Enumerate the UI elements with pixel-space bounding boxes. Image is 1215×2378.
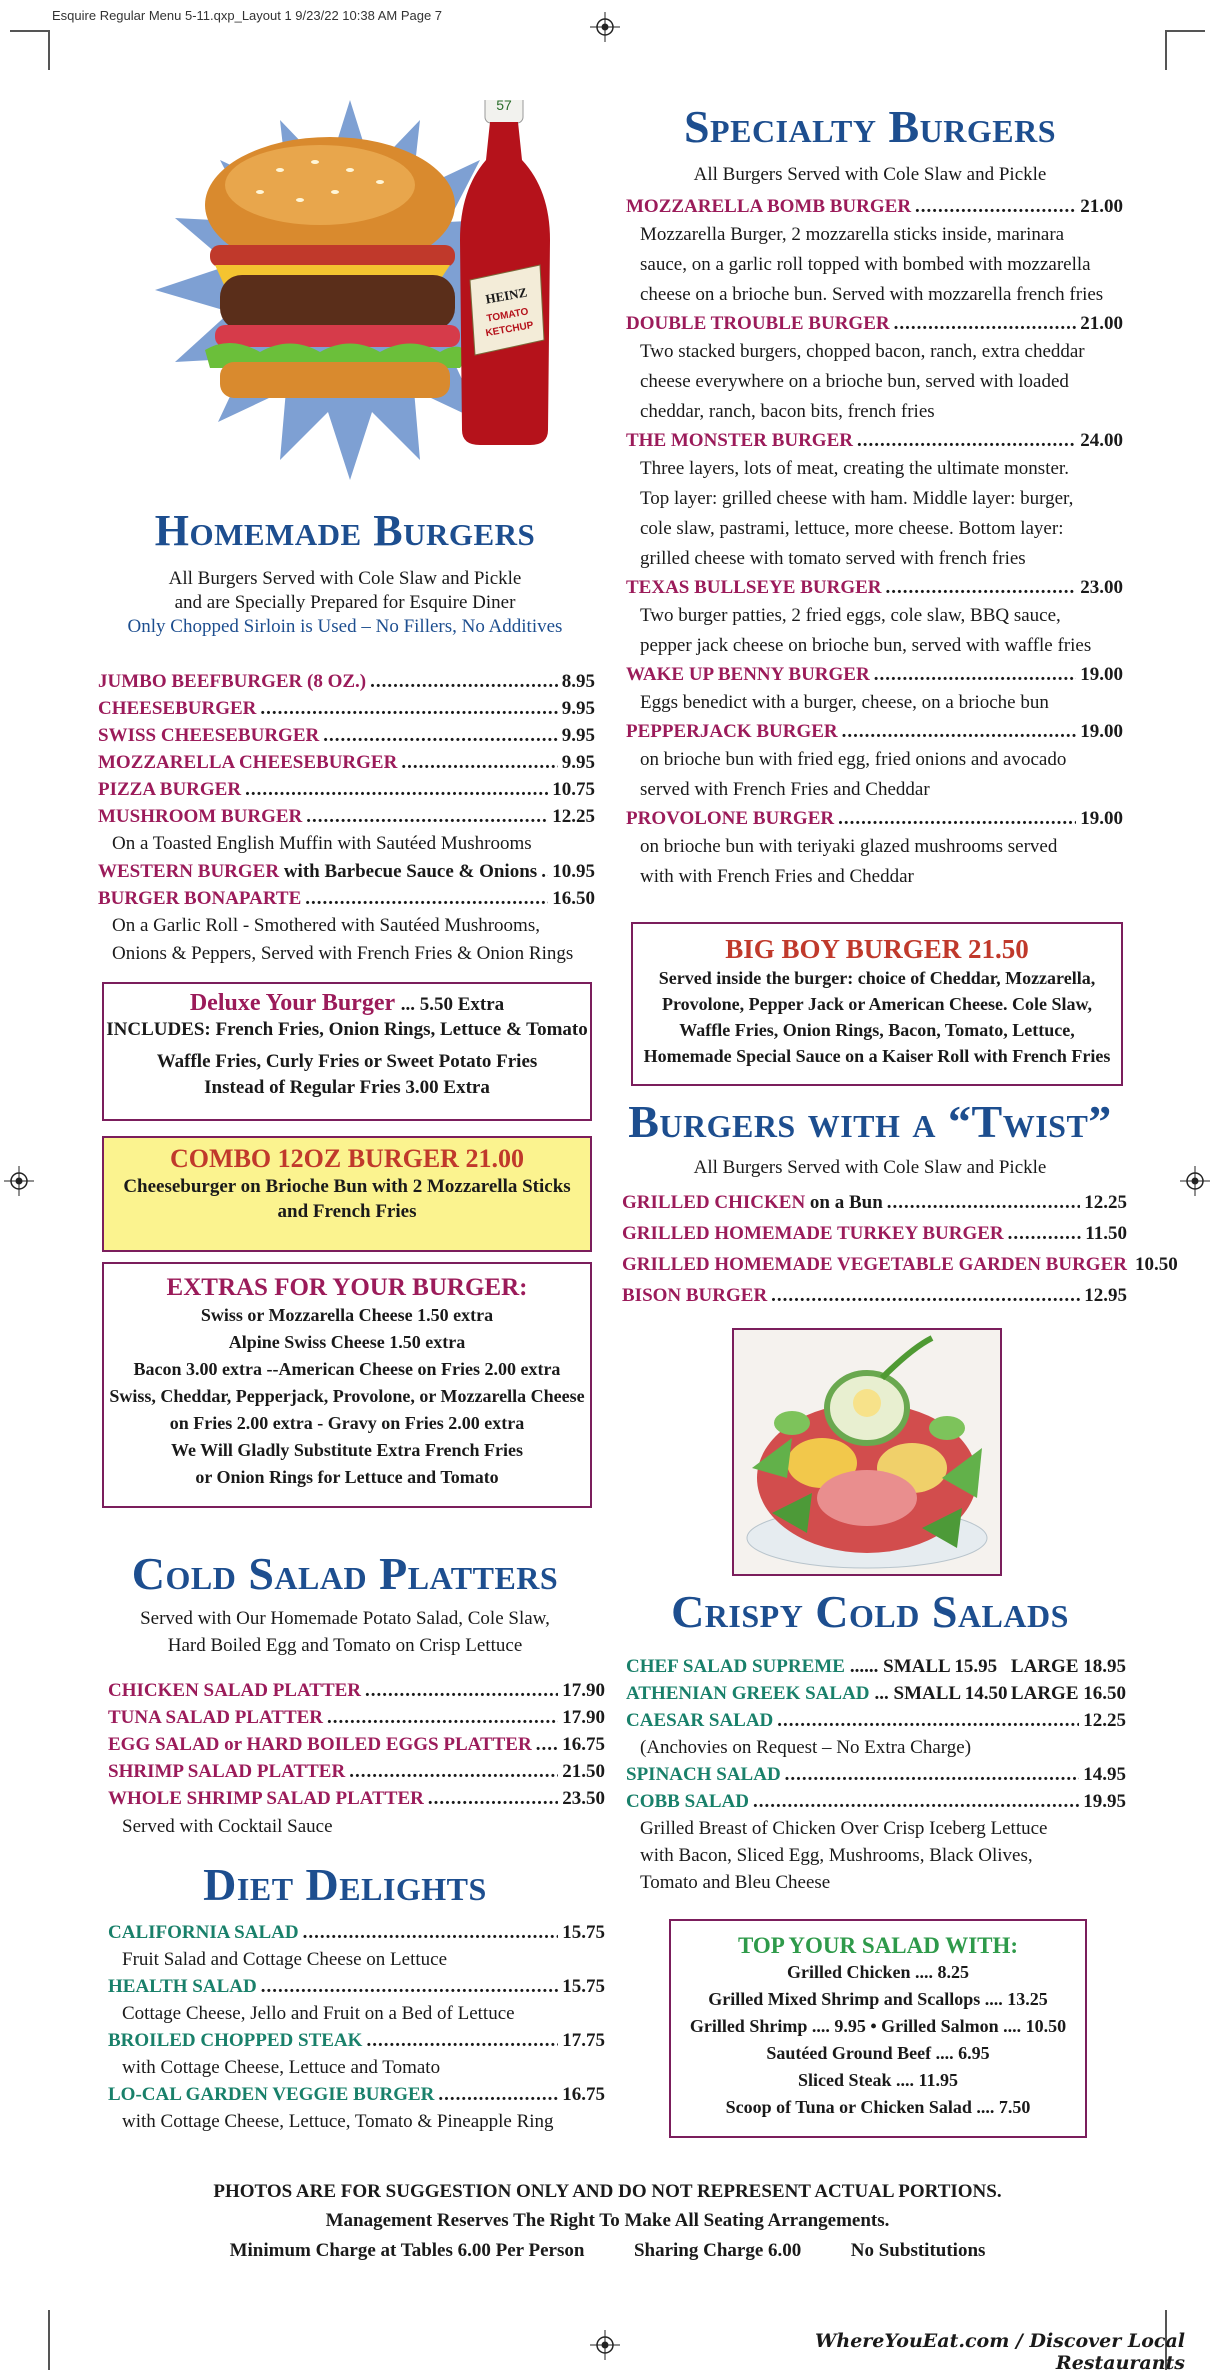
homemade-list	[98, 668, 595, 968]
menu-item-desc: cheddar, ranch, bacon bits, french fries	[640, 401, 935, 422]
menu-item: PEPPERJACK BURGER ..... 19.00	[626, 718, 1123, 745]
cold-platters-title: Cold Salad Platters	[131, 1548, 559, 1599]
combo-line: and French Fries	[277, 1201, 417, 1222]
big-boy-title: BIG BOY BURGER 21.50	[725, 934, 1029, 964]
ketchup-brand: HEINZ	[484, 284, 529, 307]
extras-line: Swiss, Cheddar, Pepperjack, Provolone, or Mozzarella Cheese	[109, 1386, 585, 1406]
menu-item: COBB SALAD ..... 19.95	[626, 1788, 1126, 1815]
deluxe-extra: ... 5.50 Extra	[400, 994, 505, 1015]
extras-box	[102, 1262, 592, 1508]
specialty-list	[626, 193, 1123, 892]
menu-item-desc: cole slaw, pastrami, lettuce, more cheese. Bottom layer:	[640, 518, 1064, 539]
ketchup-cap-number: 57	[496, 100, 512, 113]
menu-item-desc: Cottage Cheese, Jello and Fruit on a Bed of Lettuce	[122, 2003, 515, 2024]
extras-title: EXTRAS FOR YOUR BURGER:	[166, 1274, 528, 1301]
big-boy-line: Provolone, Pepper Jack or American Cheese. Cole Slaw,	[662, 994, 1092, 1014]
burger-graphic	[205, 137, 470, 398]
menu-item: LO-CAL GARDEN VEGGIE BURGER ..... 16.75	[108, 2081, 605, 2108]
twist-title: Burgers with a “Twist”	[628, 1096, 1112, 1147]
deluxe-box	[102, 982, 592, 1121]
diet-list	[108, 1919, 605, 2135]
big-boy-line: Waffle Fries, Onion Rings, Bacon, Tomato, Lettuce,	[679, 1020, 1075, 1040]
menu-item: WHOLE SHRIMP SALAD PLATTER ..... 23.50	[108, 1785, 605, 1812]
menu-item-desc: Two burger patties, 2 fried eggs, cole slaw, BBQ sauce,	[640, 605, 1061, 626]
menu-item-desc: On a Toasted English Muffin with Sautéed Mushrooms	[112, 833, 532, 854]
crispy-list	[626, 1653, 1126, 1896]
trim-mark	[10, 30, 50, 32]
menu-item-desc: with Bacon, Sliced Egg, Mushrooms, Black Olives,	[640, 1845, 1033, 1866]
diet-delights-title: Diet Delights	[203, 1859, 487, 1910]
specialty-burgers-title: Specialty Burgers	[683, 101, 1057, 152]
menu-item: GRILLED HOMEMADE VEGETABLE GARDEN BURGER 10.50	[622, 1254, 1178, 1275]
top-salad-line: Sliced Steak .... 11.95	[797, 2070, 958, 2090]
footer-charges	[120, 2236, 1095, 2265]
homemade-burgers-title: Homemade Burgers	[154, 506, 536, 555]
salad-photo	[732, 1328, 1002, 1576]
menu-item: PROVOLONE BURGER ..... 19.00	[626, 805, 1123, 832]
footer-brand: WhereYouEat.com / Discover Local Restaurants	[815, 2330, 1185, 2374]
menu-item: GRILLED HOMEMADE TURKEY BURGER ..... 11.50	[622, 1218, 1127, 1249]
menu-item-desc: cheese on a brioche bun. Served with mozzarella french fries	[640, 284, 1104, 305]
menu-item-desc: pepper jack cheese on brioche bun, served with waffle fries	[640, 635, 1092, 656]
cold-platters-list	[108, 1677, 605, 1842]
menu-item: BROILED CHOPPED STEAK ..... 17.75	[108, 2027, 605, 2054]
top-salad-line: Scoop of Tuna or Chicken Salad .... 7.50	[725, 2097, 1031, 2117]
extras-line: or Onion Rings for Lettuce and Tomato	[195, 1467, 499, 1487]
menu-item-desc: sauce, on a garlic roll topped with bombed with mozzarella	[640, 254, 1091, 275]
ketchup-label-2: KETCHUP	[484, 319, 535, 340]
extras-line: Bacon 3.00 extra --American Cheese on Fries 2.00 extra	[133, 1359, 561, 1379]
top-salad-line: Sautéed Ground Beef .... 6.95	[766, 2043, 990, 2063]
menu-item-desc: Two stacked burgers, chopped bacon, ranch, extra cheddar	[640, 341, 1085, 362]
combo-box	[102, 1136, 592, 1252]
registration-mark	[1180, 1166, 1210, 1196]
twist-list	[622, 1187, 1178, 1311]
cold-platters-sub-1: Served with Our Homemade Potato Salad, Cole Slaw,	[140, 1608, 550, 1629]
menu-item-desc: Grilled Breast of Chicken Over Crisp Iceberg Lettuce	[640, 1818, 1048, 1839]
deluxe-line: Waffle Fries, Curly Fries or Sweet Potato Fries	[156, 1051, 538, 1072]
menu-item-desc: on brioche bun with fried egg, fried onions and avocado	[640, 749, 1067, 770]
menu-item-desc: Three layers, lots of meat, creating the ultimate monster.	[640, 458, 1069, 479]
specialty-subtitle: All Burgers Served with Cole Slaw and Pickle	[693, 164, 1047, 185]
menu-item-desc: with Cottage Cheese, Lettuce, Tomato & Pineapple Ring	[122, 2111, 554, 2132]
menu-item-desc: with Cottage Cheese, Lettuce and Tomato	[122, 2057, 441, 2078]
big-boy-line: Served inside the burger: choice of Cheddar, Mozzarella,	[658, 968, 1096, 988]
extras-line: Alpine Swiss Cheese 1.50 extra	[228, 1332, 466, 1352]
registration-mark	[590, 12, 620, 42]
menu-item: TEXAS BULLSEYE BURGER ..... 23.00	[626, 574, 1123, 601]
menu-item: ATHENIAN GREEK SALAD ... SMALL 14.50 LARGE 16.50	[626, 1683, 1126, 1704]
footer-seating: Management Reserves The Right To Make All Seating Arrangements.	[325, 2210, 890, 2231]
menu-item-desc: grilled cheese with tomato served with french fries	[640, 548, 1026, 569]
combo-line: Cheeseburger on Brioche Bun with 2 Mozzarella Sticks	[123, 1176, 571, 1197]
trim-mark	[48, 2310, 50, 2370]
menu-item: CAESAR SALAD ..... 12.25	[626, 1707, 1126, 1734]
menu-item: SHRIMP SALAD PLATTER ..... 21.50	[108, 1758, 605, 1785]
footer-disclaimer: PHOTOS ARE FOR SUGGESTION ONLY AND DO NOT REPRESENT ACTUAL PORTIONS.	[213, 2181, 1002, 2202]
ketchup-bottle-graphic	[460, 100, 550, 445]
menu-item: CHICKEN SALAD PLATTER ..... 17.90	[108, 1677, 605, 1704]
menu-item: THE MONSTER BURGER ..... 24.00	[626, 427, 1123, 454]
menu-item: WESTERN BURGER with Barbecue Sauce & Onions ..... 10.95	[98, 858, 595, 885]
menu-item-desc: Eggs benedict with a burger, cheese, on a brioche bun	[640, 692, 1049, 713]
menu-item-desc: (Anchovies on Request – No Extra Charge)	[640, 1737, 972, 1758]
deluxe-line: Instead of Regular Fries 3.00 Extra	[204, 1077, 490, 1098]
homemade-sub-1: All Burgers Served with Cole Slaw and Pickle	[168, 568, 522, 589]
combo-title: COMBO 12OZ BURGER 21.00	[170, 1144, 524, 1173]
menu-item: SPINACH SALAD ..... 14.95	[626, 1761, 1126, 1788]
menu-item-desc: Fruit Salad and Cottage Cheese on Lettuce	[122, 1949, 448, 1970]
menu-item: DOUBLE TROUBLE BURGER ..... 21.00	[626, 310, 1123, 337]
top-salad-line: Grilled Mixed Shrimp and Scallops .... 13.25	[708, 1989, 1048, 2009]
extras-line: on Fries 2.00 extra - Gravy on Fries 2.00 extra	[169, 1413, 525, 1433]
twist-subtitle: All Burgers Served with Cole Slaw and Pickle	[693, 1157, 1047, 1178]
menu-item: CHEF SALAD SUPREME ...... SMALL 15.95 LARGE 18.95	[626, 1656, 1126, 1677]
footer-sharing-charge: Sharing Charge 6.00	[633, 2240, 802, 2261]
menu-item: MOZZARELLA CHEESEBURGER ..... 9.95	[98, 749, 595, 776]
extras-line: Swiss or Mozzarella Cheese 1.50 extra	[200, 1305, 494, 1325]
extras-line: We Will Gladly Substitute Extra French Fries	[170, 1440, 523, 1460]
top-salad-line: Grilled Chicken .... 8.25	[786, 1962, 969, 1982]
footer-min-charge: Minimum Charge at Tables 6.00 Per Person	[229, 2240, 585, 2261]
cold-platters-sub-2: Hard Boiled Egg and Tomato on Crisp Lettuce	[167, 1635, 523, 1656]
trim-mark	[1165, 30, 1205, 32]
registration-mark	[590, 2330, 620, 2360]
registration-mark	[4, 1166, 34, 1196]
homemade-subtitle	[95, 567, 595, 639]
deluxe-line: INCLUDES: French Fries, Onion Rings, Lettuce & Tomato	[106, 1019, 588, 1040]
menu-item-desc: served with French Fries and Cheddar	[640, 779, 930, 800]
top-salad-box	[669, 1919, 1087, 2138]
big-boy-box	[631, 922, 1123, 1086]
menu-item-desc: Tomato and Bleu Cheese	[640, 1872, 831, 1893]
menu-item-desc: with with French Fries and Cheddar	[640, 866, 914, 887]
menu-item-desc: on brioche bun with teriyaki glazed mushrooms served	[640, 836, 1058, 857]
menu-item: HEALTH SALAD ..... 15.75	[108, 1973, 605, 2000]
menu-item: SWISS CHEESEBURGER ..... 9.95	[98, 722, 595, 749]
deluxe-title: Deluxe Your Burger	[189, 990, 395, 1016]
menu-item-desc: Mozzarella Burger, 2 mozzarella sticks inside, marinara	[640, 224, 1065, 245]
menu-item: TUNA SALAD PLATTER ..... 17.90	[108, 1704, 605, 1731]
footer-no-substitutions: No Substitutions	[850, 2240, 986, 2261]
menu-item: PIZZA BURGER ..... 10.75	[98, 776, 595, 803]
menu-item: BISON BURGER ..... 12.95	[622, 1280, 1127, 1311]
cold-platters-subtitle	[95, 1605, 595, 1659]
menu-item: EGG SALAD or HARD BOILED EGGS PLATTER ..... 16.75	[108, 1731, 605, 1758]
menu-item-desc: Onions & Peppers, Served with French Fries & Onion Rings	[112, 943, 574, 964]
homemade-sub-2: and are Specially Prepared for Esquire Diner	[174, 592, 516, 613]
menu-item-desc: On a Garlic Roll - Smothered with Sautéed Mushrooms,	[112, 915, 540, 936]
big-boy-line: Homemade Special Sauce on a Kaiser Roll with French Fries	[643, 1046, 1111, 1066]
menu-item: BURGER BONAPARTE ..... 16.50	[98, 885, 595, 912]
crispy-salads-title: Crispy Cold Salads	[671, 1586, 1069, 1637]
file-slug: Esquire Regular Menu 5-11.qxp_Layout 1 9/23/22 10:38 AM Page 7	[52, 8, 443, 23]
menu-item: WAKE UP BENNY BURGER ..... 19.00	[626, 661, 1123, 688]
menu-item: CALIFORNIA SALAD ..... 15.75	[108, 1919, 605, 1946]
menu-item: MOZZARELLA BOMB BURGER ..... 21.00	[626, 193, 1123, 220]
trim-mark	[48, 30, 50, 70]
ketchup-label-1: TOMATO	[485, 306, 530, 325]
menu-item-desc: Served with Cocktail Sauce	[122, 1816, 333, 1837]
menu-item: MUSHROOM BURGER ..... 12.25	[98, 803, 595, 830]
menu-item-desc: Top layer: grilled cheese with ham. Middle layer: burger,	[640, 488, 1074, 509]
menu-item-desc: cheese everywhere on a brioche bun, served with loaded	[640, 371, 1069, 392]
menu-item: GRILLED CHICKEN on a Bun ..... 12.25	[622, 1187, 1127, 1218]
homemade-sub-3: Only Chopped Sirloin is Used – No Fillers, No Additives	[127, 616, 563, 637]
top-salad-line: Grilled Shrimp .... 9.95 • Grilled Salmon .... 10.50	[689, 2016, 1067, 2036]
trim-mark	[1165, 30, 1167, 70]
top-salad-title: TOP YOUR SALAD WITH:	[737, 1933, 1019, 1958]
menu-item: JUMBO BEEFBURGER (8 OZ.) ..... 8.95	[98, 668, 595, 695]
burger-photo	[130, 100, 570, 480]
menu-item: CHEESEBURGER ..... 9.95	[98, 695, 595, 722]
